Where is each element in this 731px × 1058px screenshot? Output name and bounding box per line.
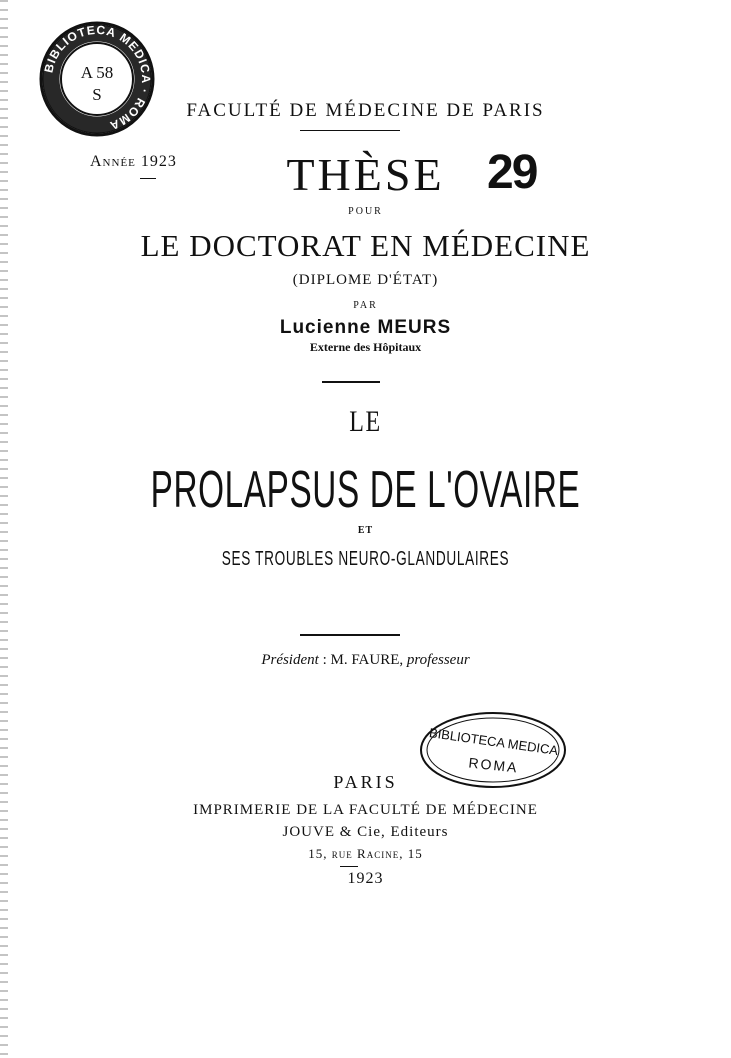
diplome-label: (DIPLOME D'ÉTAT) [292, 272, 439, 288]
main-title: PROLAPSUS DE L'OVAIRE [150, 461, 581, 519]
these-title: THÈSE [286, 149, 445, 200]
publisher: JOUVE & Cie, Editeurs [282, 824, 449, 840]
divider-middle [322, 381, 380, 383]
publication-year: 1923 [347, 870, 384, 887]
oval-stamp-line1: BIBLIOTECA MEDICA [428, 725, 560, 759]
par-label: PAR [353, 300, 378, 311]
president-line: Président : M. FAURE, professeur [261, 652, 470, 668]
president-role: professeur [406, 652, 470, 668]
doctorat-heading: LE DOCTORAT EN MÉDECINE [140, 228, 591, 263]
stamp-ring-text: BIBLIOTECA MEDICA · ROMA [41, 22, 154, 134]
divider-year [340, 866, 358, 867]
president-label: Président [261, 652, 319, 668]
pour-label: POUR [348, 206, 383, 217]
oval-stamp-line2: ROMA [467, 754, 520, 776]
subtitle: SES TROUBLES NEURO-GLANDULAIRES [221, 548, 510, 570]
stamp-line2: S [92, 85, 102, 104]
year-label: Année 1923 [90, 153, 177, 170]
divider-top [300, 130, 400, 131]
printer: IMPRIMERIE DE LA FACULTÉ DE MÉDECINE [193, 802, 538, 818]
author-role: Externe des Hôpitaux [309, 340, 422, 354]
divider-lower [300, 634, 400, 636]
article-title: LE [349, 405, 382, 438]
city: PARIS [333, 772, 398, 792]
these-number: 29 [487, 146, 537, 199]
president-name: FAURE [351, 652, 400, 668]
author-name: Lucienne MEURS [279, 317, 452, 338]
address: 15, rue Racine, 15 [308, 846, 423, 861]
conjunction: ET [357, 525, 374, 536]
faculty-heading: FACULTÉ DE MÉDECINE DE PARIS [186, 100, 545, 121]
president-sep: : M. [318, 652, 352, 668]
stamp-line1: A 58 [80, 63, 114, 82]
